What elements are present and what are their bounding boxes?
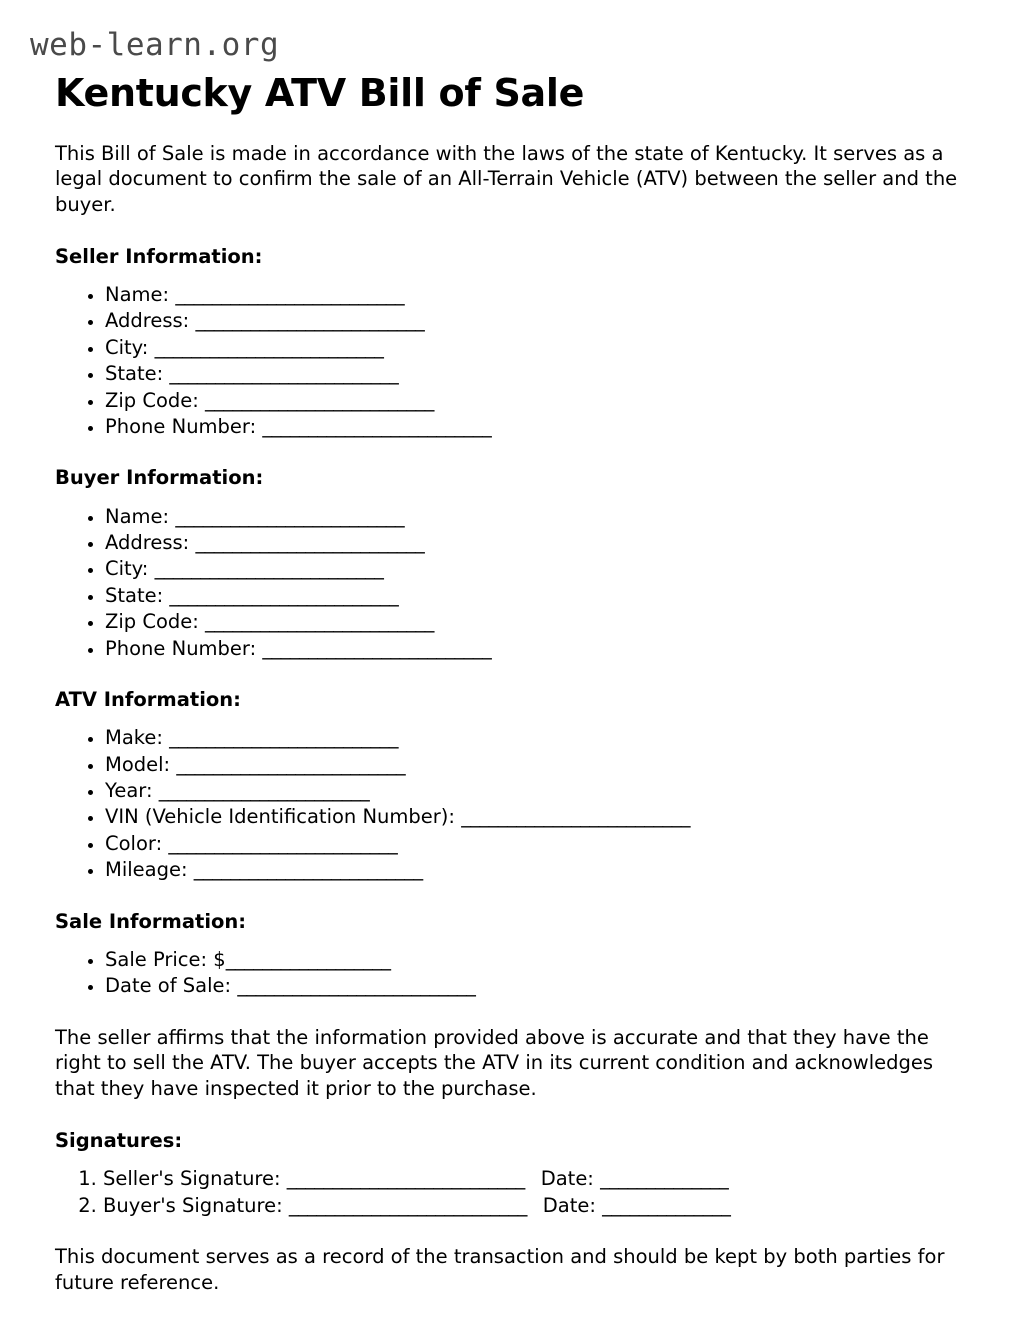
- field-blank[interactable]: _________________________: [168, 831, 398, 855]
- field-label: State:: [105, 583, 164, 607]
- site-watermark: web-learn.org: [30, 27, 280, 63]
- field-label: Make:: [105, 726, 163, 750]
- field-blank[interactable]: _________________________: [193, 858, 423, 882]
- field-label: VIN (Vehicle Identification Number):: [105, 805, 455, 829]
- field-label: Phone Number:: [105, 636, 257, 660]
- affirmation-paragraph: The seller affirms that the information provided above is accurate and that they have the right to sell the ATV. The buyer accepts the ATV in its current condition and acknowledges that they have inspected it prior to the purchase.: [55, 1025, 934, 1101]
- field-blank[interactable]: _________________________: [169, 726, 398, 750]
- field-blank[interactable]: _________________________: [195, 309, 425, 333]
- field-label: Date of Sale:: [105, 974, 232, 998]
- field-label: Address:: [105, 531, 190, 555]
- field-label: State:: [105, 362, 164, 386]
- field-blank[interactable]: _________________________: [154, 335, 384, 359]
- field-label: City:: [105, 557, 149, 581]
- field-label: Address:: [105, 309, 190, 333]
- field-blank[interactable]: _________________________: [195, 531, 425, 555]
- signature-list: [55, 1167, 970, 1218]
- sale-field-list: [55, 948, 970, 999]
- list-item: [105, 389, 970, 413]
- field-label: Zip Code:: [105, 388, 199, 412]
- field-blank[interactable]: _________________________: [175, 504, 405, 528]
- field-blank[interactable]: _________________________: [169, 362, 399, 386]
- atv-field-list: [55, 726, 970, 882]
- intro-paragraph: This Bill of Sale is made in accordance with the laws of the state of Kentucky. It serves as a legal document to confirm the sale of an All-Terrain Vehicle (ATV) between the seller and the buyer.: [55, 141, 958, 217]
- list-item: [105, 974, 970, 998]
- list-item: [105, 531, 970, 555]
- signature-label: Buyer's Signature:: [103, 1193, 283, 1217]
- field-blank[interactable]: __________________: [225, 947, 391, 971]
- list-item: [105, 832, 970, 856]
- field-blank[interactable]: _________________________: [176, 752, 406, 776]
- seller-field-list: [55, 283, 970, 439]
- list-item: [105, 505, 970, 529]
- field-blank[interactable]: __________________________: [237, 974, 476, 998]
- field-blank[interactable]: _______________________: [158, 779, 370, 803]
- buyer-section-heading: Buyer Information:: [55, 466, 264, 490]
- signature-label: Seller's Signature:: [103, 1167, 281, 1191]
- field-label: Model:: [105, 752, 171, 776]
- seller-section-heading: Seller Information:: [55, 244, 263, 268]
- field-blank[interactable]: _________________________: [262, 414, 492, 438]
- date-label: Date:: [542, 1193, 596, 1217]
- date-label: Date:: [540, 1167, 594, 1191]
- field-label: Sale Price: $: [105, 947, 226, 971]
- field-blank[interactable]: _________________________: [262, 636, 492, 660]
- signatures-section-heading: Signatures:: [55, 1128, 183, 1152]
- list-item: [105, 805, 970, 829]
- list-item: [105, 726, 970, 750]
- list-item: [105, 948, 970, 972]
- field-blank[interactable]: _________________________: [205, 388, 434, 412]
- field-label: Color:: [105, 831, 163, 855]
- field-blank[interactable]: _________________________: [169, 583, 399, 607]
- buyer-field-list: [55, 505, 970, 661]
- field-blank[interactable]: _________________________: [175, 283, 405, 307]
- field-blank[interactable]: _________________________: [205, 610, 434, 634]
- list-item: [105, 283, 970, 307]
- page-title: Kentucky ATV Bill of Sale: [55, 71, 585, 115]
- field-blank[interactable]: _________________________: [154, 557, 384, 581]
- list-item: [105, 584, 970, 608]
- signature-blank[interactable]: __________________________: [286, 1167, 525, 1191]
- document-content: [55, 72, 970, 1321]
- field-label: City:: [105, 335, 149, 359]
- list-item: [105, 779, 970, 803]
- list-item: [105, 557, 970, 581]
- date-blank[interactable]: ______________: [602, 1193, 731, 1217]
- list-item: [105, 336, 970, 360]
- list-item: [103, 1167, 970, 1191]
- sale-section-heading: Sale Information:: [55, 909, 247, 933]
- list-item: [105, 610, 970, 634]
- field-label: Name:: [105, 504, 170, 528]
- signature-blank[interactable]: __________________________: [288, 1193, 527, 1217]
- field-blank[interactable]: _________________________: [461, 805, 690, 829]
- field-label: Mileage:: [105, 858, 188, 882]
- field-label: Zip Code:: [105, 610, 199, 634]
- field-label: Year:: [105, 779, 153, 803]
- date-blank[interactable]: ______________: [600, 1167, 729, 1191]
- closing-paragraph: This document serves as a record of the transaction and should be kept by both parties for future reference.: [55, 1244, 945, 1294]
- field-label: Name:: [105, 283, 170, 307]
- field-label: Phone Number:: [105, 414, 257, 438]
- list-item: [103, 1194, 970, 1218]
- list-item: [105, 309, 970, 333]
- list-item: [105, 753, 970, 777]
- list-item: [105, 637, 970, 661]
- list-item: [105, 362, 970, 386]
- atv-section-heading: ATV Information:: [55, 687, 241, 711]
- list-item: [105, 858, 970, 882]
- list-item: [105, 415, 970, 439]
